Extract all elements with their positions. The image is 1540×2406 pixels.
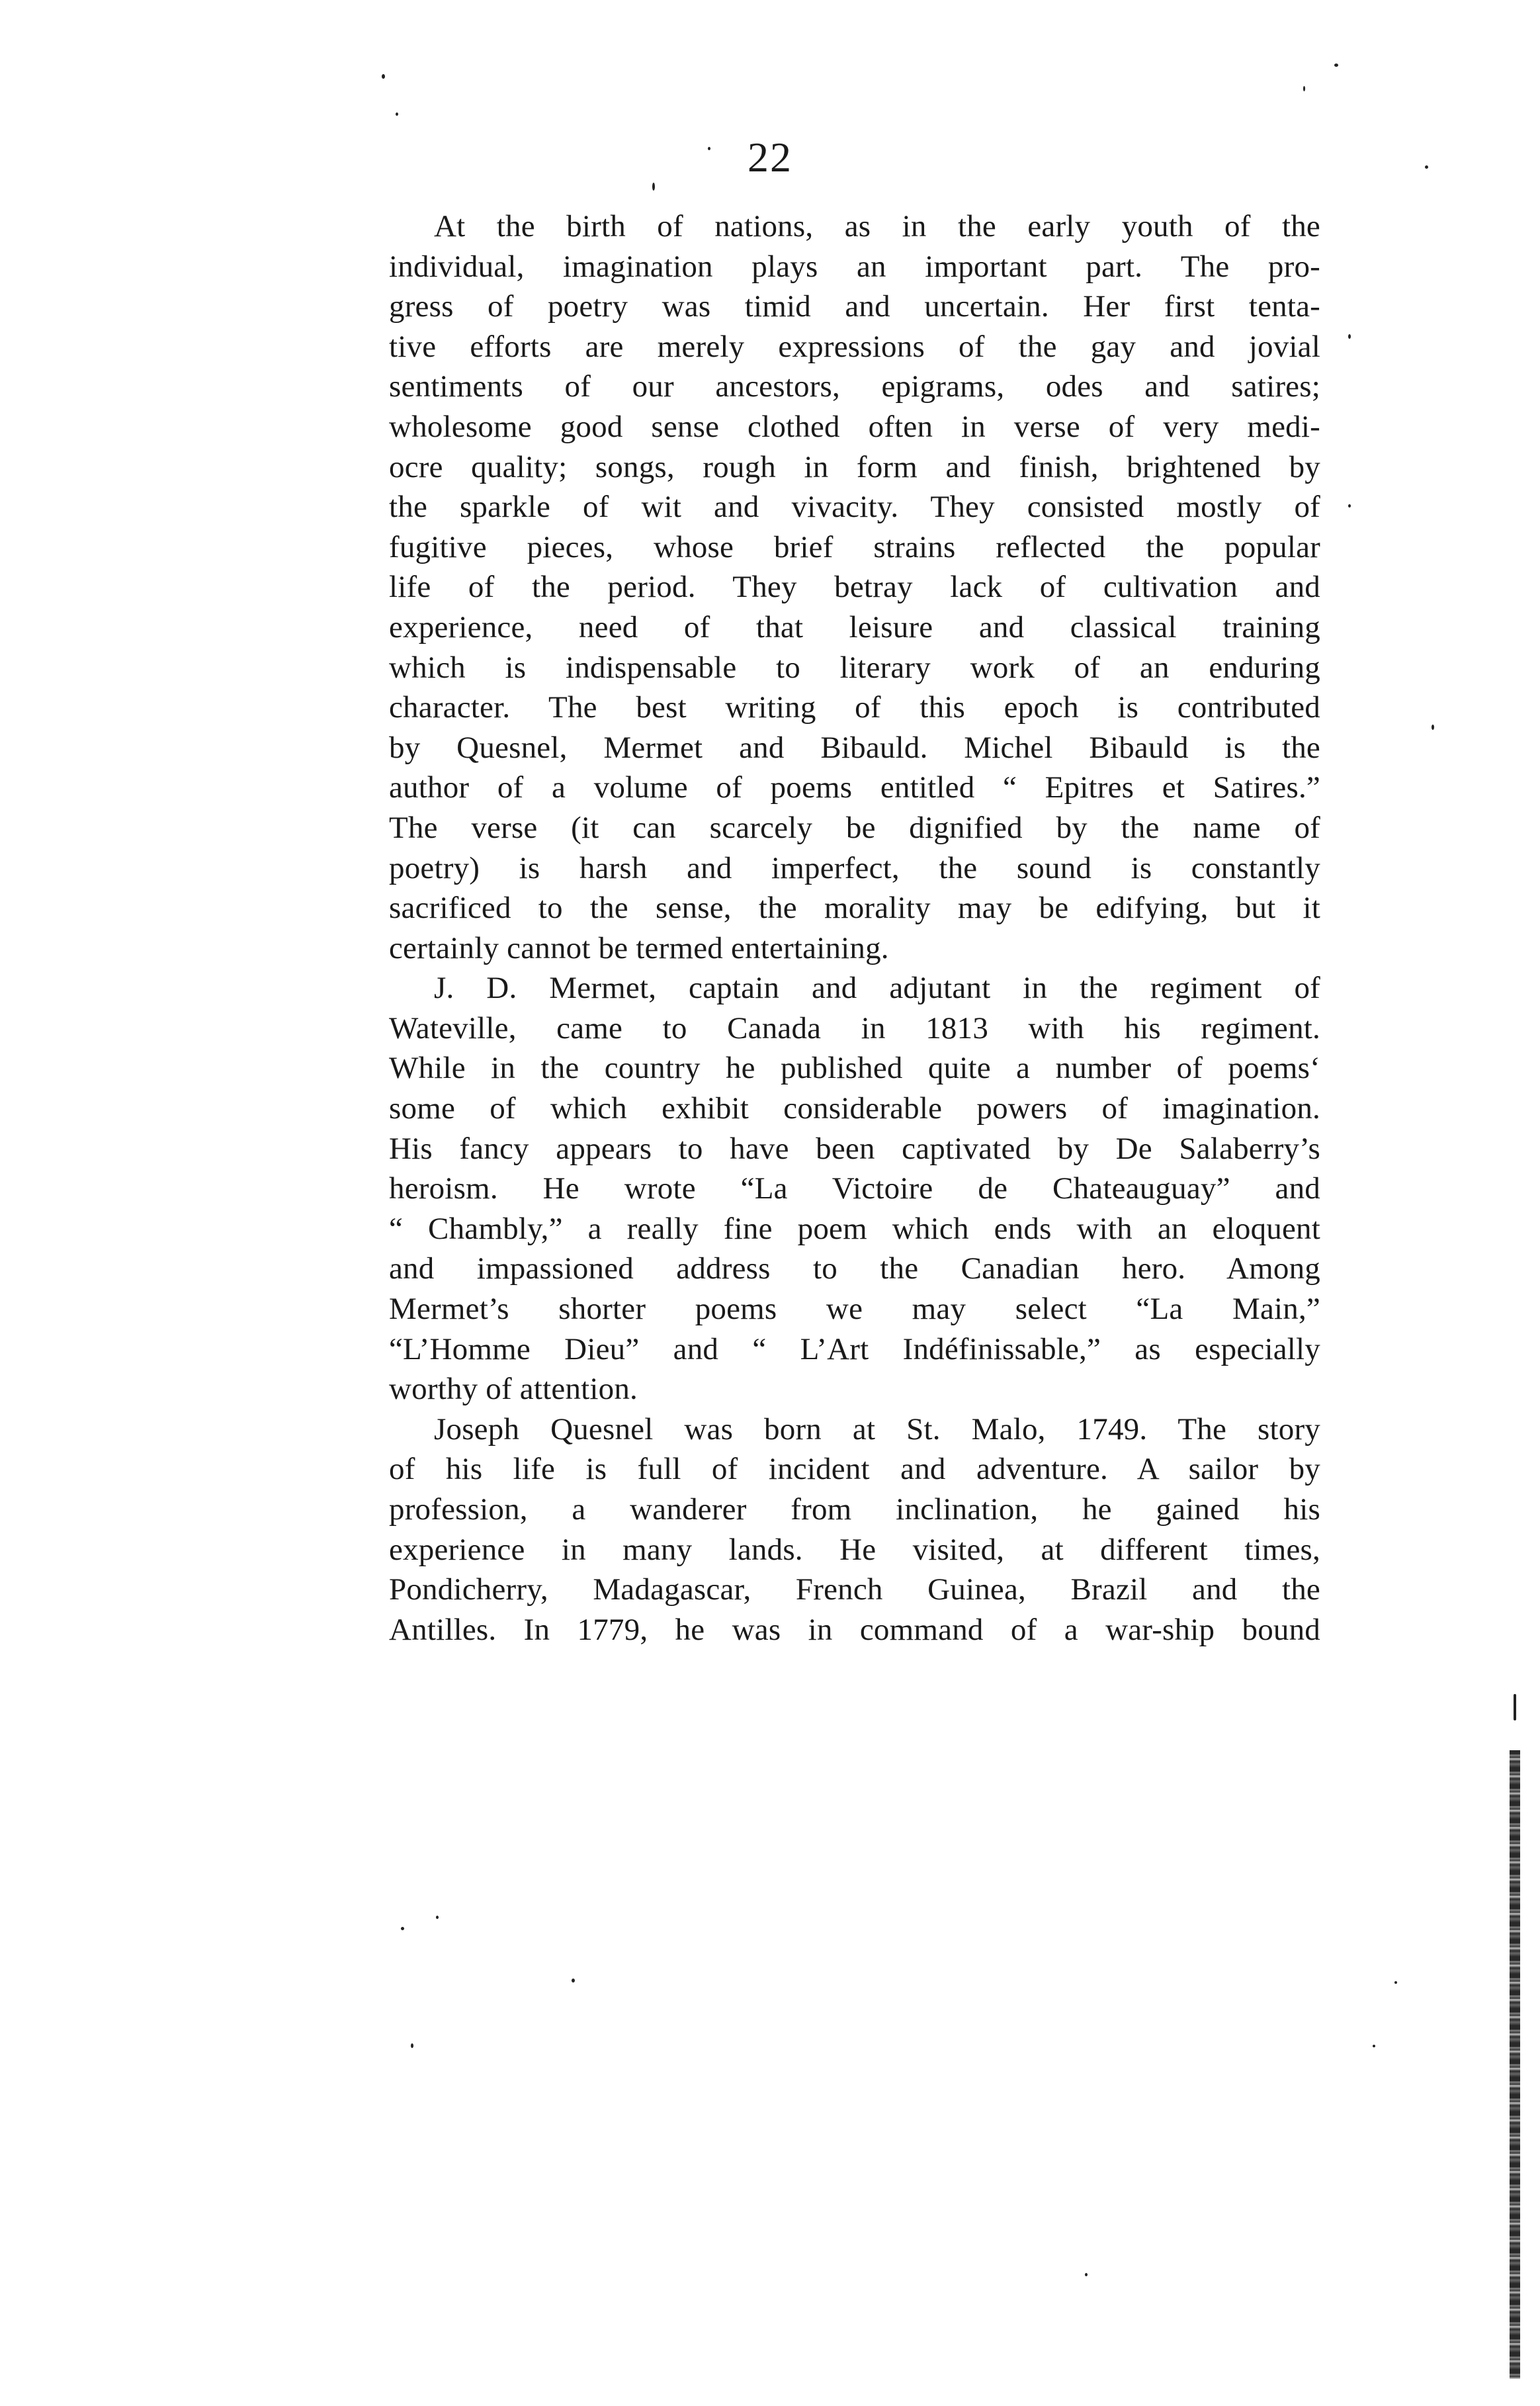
text-line: Wateville, came to Canada in 1813 with his regiment. <box>389 1010 1320 1046</box>
text-line: Antilles. In 1779, he was in command of a war-ship bound <box>389 1612 1320 1647</box>
scan-speck <box>572 1979 575 1983</box>
text-line: heroism. He wrote “La Victoire de Chateauguay” and <box>389 1171 1320 1206</box>
text-line: ocre quality; songs, rough in form and finish, brightened by <box>389 449 1320 484</box>
page-number: 22 <box>748 134 792 181</box>
text-line: “ Chambly,” a really fine poem which ends with an eloquent <box>389 1211 1320 1246</box>
scan-speck <box>382 74 385 79</box>
text-line: certainly cannot be termed entertaining. <box>389 930 889 965</box>
text-line: of his life is full of incident and adventure. A sailor by <box>389 1452 1320 1487</box>
scan-speck <box>436 1916 439 1919</box>
text-line: life of the period. They betray lack of cultivation and <box>389 570 1320 605</box>
text-line: and impassioned address to the Canadian hero. Among <box>389 1251 1320 1286</box>
text-line: Mermet’s shorter poems we may select “La Main,” <box>389 1292 1320 1327</box>
text-line: individual, imagination plays an important part. The pro- <box>389 249 1320 284</box>
text-line: sentiments of our ancestors, epigrams, odes and satires; <box>389 369 1320 404</box>
paragraph <box>389 968 1320 1409</box>
paragraph <box>389 1409 1320 1650</box>
scan-speck <box>411 2043 413 2048</box>
text-line: At the birth of nations, as in the early youth of the <box>434 209 1320 244</box>
text-line: The verse (it can scarcely be dignified by the name of <box>389 810 1320 845</box>
text-line: gress of poetry was timid and uncertain. Her first tenta- <box>389 289 1320 324</box>
text-line: poetry) is harsh and imperfect, the sound is constantly <box>389 850 1320 885</box>
text-line: wholesome good sense clothed often in verse of very medi- <box>389 409 1320 444</box>
text-line: by Quesnel, Mermet and Bibauld. Michel Bibauld is the <box>389 730 1320 765</box>
scan-speck <box>1334 64 1338 67</box>
scan-edge-noise <box>1510 1750 1520 2379</box>
text-line: experience, need of that leisure and classical training <box>389 609 1320 645</box>
scan-speck <box>1373 2045 1375 2047</box>
scan-speck <box>396 112 398 116</box>
scan-speck <box>652 183 655 191</box>
body-text <box>389 206 1320 1650</box>
text-line: experience in many lands. He visited, at different times, <box>389 1532 1320 1567</box>
text-line: While in the country he published quite a number of poems‘ <box>389 1051 1320 1086</box>
text-line: Joseph Quesnel was born at St. Malo, 1749. The story <box>434 1411 1320 1447</box>
text-line: worthy of attention. <box>389 1372 638 1407</box>
text-line: Pondicherry, Madagascar, French Guinea, Brazil and the <box>389 1572 1320 1607</box>
text-line: His fancy appears to have been captivated by De Salaberry’s <box>389 1131 1320 1166</box>
paragraph <box>389 206 1320 968</box>
scan-speck <box>1348 504 1351 508</box>
scan-speck <box>1085 2273 1088 2276</box>
text-line: which is indispensable to literary work of an enduring <box>389 650 1320 685</box>
text-line: tive efforts are merely expressions of the gay and jovial <box>389 329 1320 364</box>
scan-speck <box>1348 334 1351 339</box>
text-line: character. The best writing of this epoch is contributed <box>389 690 1320 725</box>
text-line: fugitive pieces, whose brief strains reflected the popular <box>389 529 1320 564</box>
scan-speck <box>1514 1694 1516 1720</box>
text-line: sacrificed to the sense, the morality may be edifying, but it <box>389 891 1320 926</box>
text-line: “L’Homme Dieu” and “ L’Art Indéfinissable,” as especially <box>389 1331 1320 1366</box>
scan-speck <box>1303 86 1305 91</box>
text-line: profession, a wanderer from inclination, he gained his <box>389 1492 1320 1527</box>
scan-speck <box>1394 1981 1397 1984</box>
scan-speck <box>401 1927 404 1930</box>
text-line: the sparkle of wit and vivacity. They consisted mostly of <box>389 490 1320 525</box>
text-line: author of a volume of poems entitled “ Epitres et Satires.” <box>389 770 1320 805</box>
scan-speck <box>1432 725 1434 730</box>
text-line: J. D. Mermet, captain and adjutant in the regiment of <box>434 971 1320 1006</box>
text-line: some of which exhibit considerable powers of imagination. <box>389 1091 1320 1126</box>
